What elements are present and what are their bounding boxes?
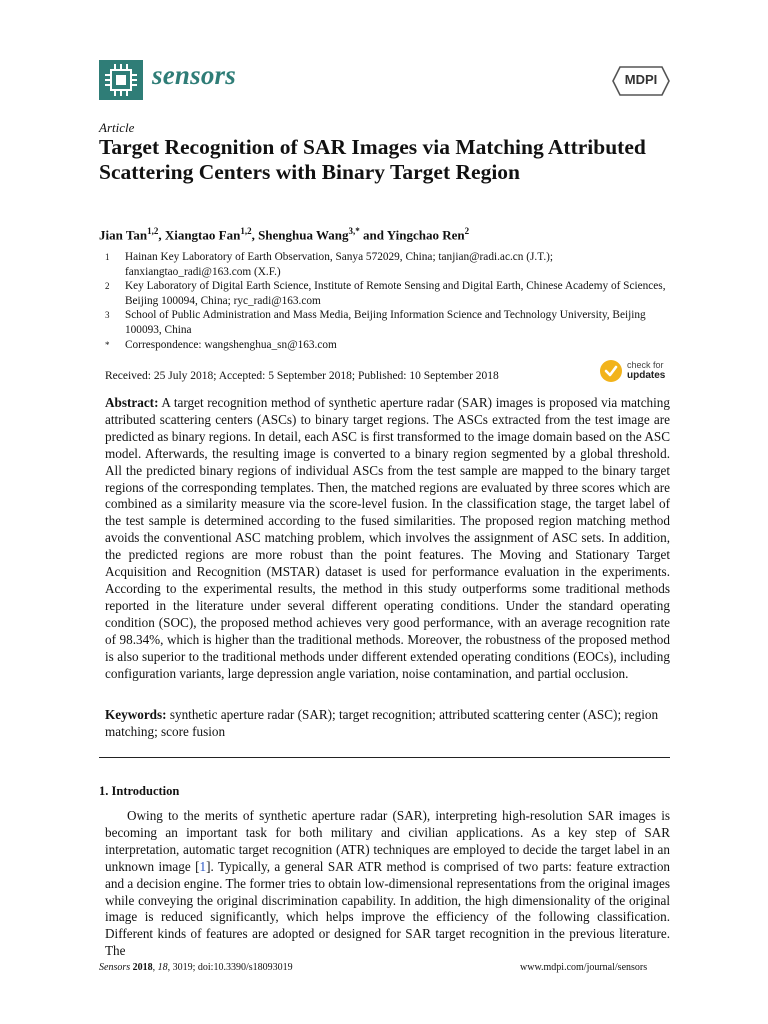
author-name: Shenghua Wang — [258, 227, 349, 243]
author-separator: , — [158, 227, 165, 243]
keywords — [105, 707, 670, 741]
author-affiliation-marker: 3,* — [348, 226, 360, 236]
affiliation-text: Key Laboratory of Digital Earth Science, Institute of Remote Sensing and Digital Earth, Chinese Academy of Sciences, Beijing 100094, China; ryc_radi@163.com — [125, 280, 666, 307]
author-separator: and — [359, 227, 387, 243]
paragraph-text: Owing to the merits of synthetic aperture radar (SAR), interpreting high-resolution SAR images is becoming an important task for both military and civilian applications. As a key step of SAR interpretation, automatic target recognition (ATR) techniques are employed to decide the target label in an unknown image [ — [105, 808, 670, 874]
affiliation-marker: 3 — [105, 310, 110, 320]
check-for-updates-badge[interactable] — [600, 358, 672, 384]
abstract-label: Abstract: — [105, 395, 159, 410]
author-list — [99, 226, 469, 243]
footer-doi: , 3019; doi:10.3390/s18093019 — [167, 962, 293, 973]
author-separator: , — [251, 227, 259, 243]
check-for-label: check for — [627, 360, 664, 370]
article-type: Article — [99, 120, 135, 135]
section-heading: 1. Introduction — [99, 784, 180, 798]
affiliation-text: School of Public Administration and Mass Media, Beijing Information Science and Technology University, Beijing 100093, China — [125, 309, 646, 336]
correspondence-marker: * — [105, 340, 110, 350]
introduction-paragraph — [105, 808, 670, 960]
footer-journal-url[interactable]: www.mdpi.com/journal/sensors — [520, 962, 648, 973]
affiliation-text: Hainan Key Laboratory of Earth Observation, Sanya 572029, China; tanjian@radi.ac.cn (J.T.); fanxiangtao_radi@163.com (X.F.) — [125, 251, 554, 278]
affiliation-marker: 2 — [105, 281, 110, 291]
keywords-text: synthetic aperture radar (SAR); target recognition; attributed scattering center (ASC); region matching; score fusion — [105, 707, 659, 739]
footer-journal: Sensors — [99, 962, 131, 973]
abstract-text: A target recognition method of synthetic aperture radar (SAR) images is proposed via matching attributed scattering centers (ASCs) to binary target regions. The ASCs extracted from the test image are predicted as binary regions. In detail, each ASC is first transformed to the image domain based on the ASC model. Afterwards, the resulting image is converted to a binary region segmented by a global threshold. All the predicted binary regions of individual ASCs from the test sample are mapped to the binary target regions of the corresponding templates. Then, the matched regions are evaluated by three scores which are combined as a similarity measure via the score-level fusion. In the classification stage, the target label of the test sample is determined according to the fused similarities. The proposed region matching method avoids the conventional ASC matching problem, which involves the assignment of ASC sets. In addition, the predicted regions are more robust than the point features. The Moving and Stationary Target Acquisition and Recognition (MSTAR) dataset is used for performance evaluation in the experiments. According to the experimental results, the method in this study outperforms some traditional methods reported in the literature under several different operating conditions. Under the standard operating condition (SOC), the proposed method achieves very good performance, with an average recognition rate of 98.34%, which is higher than the traditional methods. Moreover, the robustness of the proposed method is also superior to the traditional methods under different extended operating conditions (EOCs), including configuration variants, large depression angle variation, noise contamination, and partial occlusion. — [105, 395, 670, 681]
author-affiliation-marker: 1,2 — [147, 226, 159, 236]
author-affiliation-marker: 1,2 — [240, 226, 252, 236]
updates-label: updates — [627, 370, 666, 381]
affiliation-marker: 1 — [105, 252, 110, 262]
author-affiliation-marker: 2 — [464, 226, 470, 236]
publisher-logo — [612, 66, 670, 96]
keywords-label: Keywords: — [105, 707, 167, 722]
author-name: Yingchao Ren — [386, 227, 465, 243]
journal-logo — [99, 60, 143, 100]
correspondence-item — [105, 338, 675, 354]
journal-name: sensors — [152, 60, 236, 90]
correspondence-text: Correspondence: wangshenghua_sn@163.com — [125, 339, 337, 351]
footer-citation: Sensors 2018, 18, 3019; doi:10.3390/s18093019 — [99, 962, 293, 973]
check-mark-icon — [600, 360, 622, 382]
paper-title: Target Recognition of SAR Images via Matching Attributed Scattering Centers with Binary Target Region — [99, 135, 646, 184]
footer-volume: 18 — [157, 962, 168, 973]
journal-chip-icon — [99, 60, 143, 100]
author-name: Xiangtao Fan — [164, 227, 241, 243]
author-name: Jian Tan — [99, 227, 148, 243]
affiliation-item — [105, 279, 675, 309]
affiliation-item — [105, 250, 675, 280]
publication-dates: Received: 25 July 2018; Accepted: 5 September 2018; Published: 10 September 2018 — [105, 370, 499, 382]
affiliation-item — [105, 308, 675, 338]
footer-year: 2018 — [132, 962, 153, 973]
paragraph-text: ]. Typically, a general SAR ATR method is comprised of two parts: feature extraction and a decision engine. The former tries to obtain low-dimensional representations from the original images while conveying the original discrimination capability. In addition, the high dimensionality of the original image is reduced significantly, which helps improve the efficiency of the following classification. Different kinds of features are adopted or designed for SAR target recognition in the previous literature. The — [105, 858, 671, 959]
citation-link[interactable]: 1 — [199, 858, 207, 874]
section-divider — [99, 757, 670, 758]
publisher-name: MDPI — [624, 72, 658, 87]
abstract — [105, 395, 670, 682]
